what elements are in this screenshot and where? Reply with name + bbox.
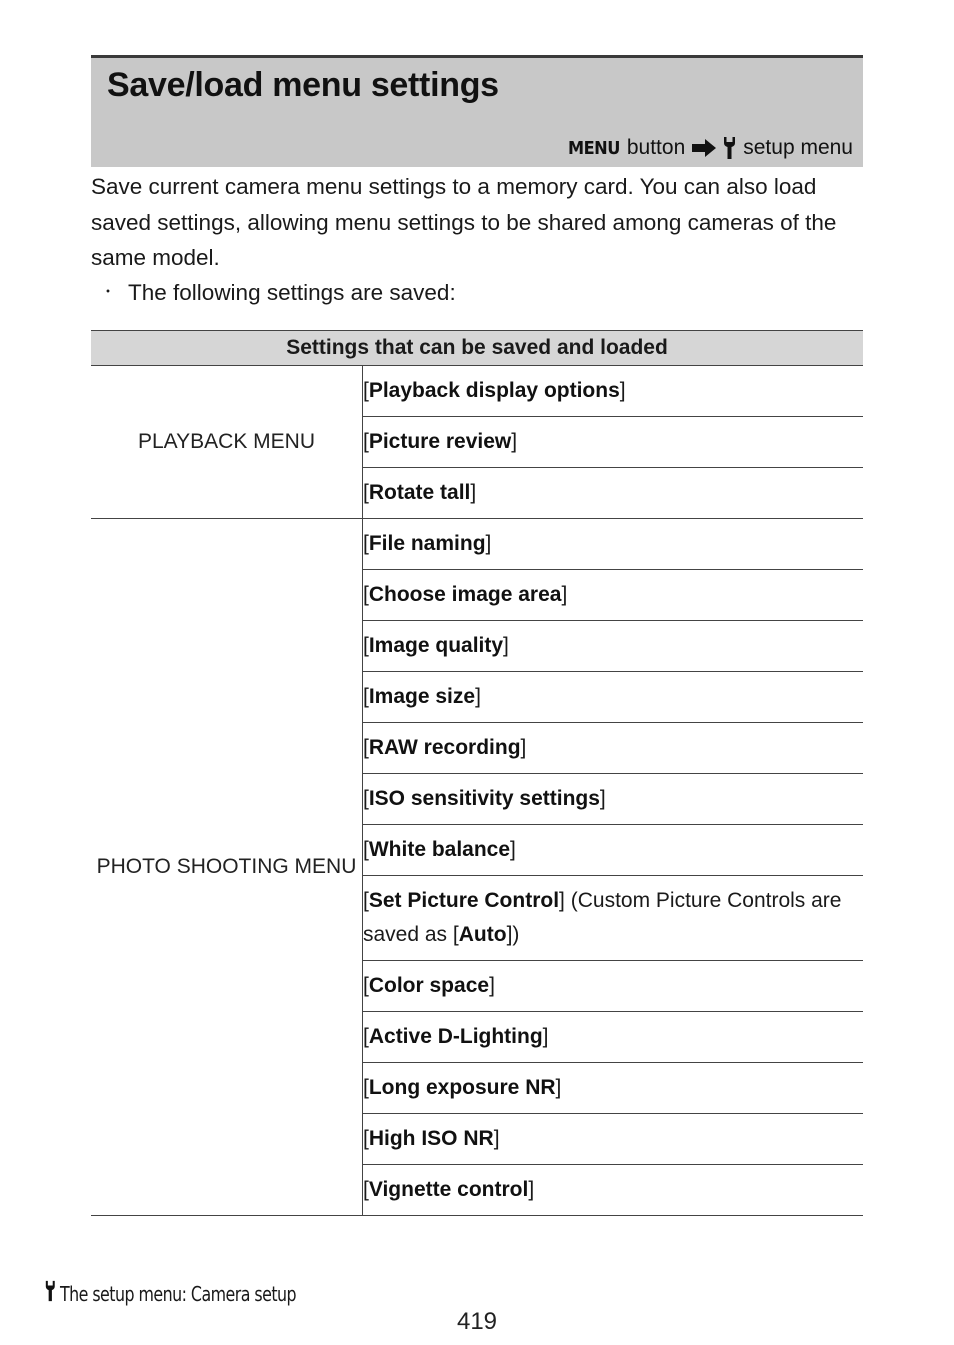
setting-name: Choose image area: [368, 583, 562, 606]
table-row: [91, 366, 863, 417]
setting-name: Playback display options: [368, 379, 620, 402]
setting-name: Rotate tall: [368, 481, 471, 504]
setting-item: [Picture review]: [363, 417, 864, 468]
wrench-icon: [723, 137, 736, 159]
right-arrow-icon: [692, 139, 716, 157]
table-row: [91, 519, 863, 570]
setting-note-value: Auto: [458, 923, 507, 946]
setting-name: File naming: [368, 532, 486, 555]
intro-paragraph: Save current camera menu settings to a memory card. You can also load saved settings, allowing menu settings to be shared among cameras of the same model.: [91, 174, 837, 270]
setting-item: [Color space]: [363, 961, 864, 1012]
setting-item: [Image size]: [363, 672, 864, 723]
setting-item: [Active D-Lighting]: [363, 1012, 864, 1063]
setting-item: [Vignette control]: [363, 1165, 864, 1216]
setting-name: Image quality: [368, 634, 504, 657]
button-word: button: [626, 136, 686, 159]
setting-item: [ISO sensitivity settings]: [363, 774, 864, 825]
setting-item: [Choose image area]: [363, 570, 864, 621]
setting-name: White balance: [368, 838, 511, 861]
page-number: 419: [456, 1308, 498, 1335]
setting-note: (Custom Picture Controls are saved as: [363, 889, 842, 946]
setting-item: [Playback display options]: [363, 366, 864, 417]
section-header: [91, 55, 863, 167]
setting-name: Image size: [368, 685, 476, 708]
wrench-icon: [45, 1280, 56, 1307]
setting-item: [RAW recording]: [363, 723, 864, 774]
setting-name: Active D-Lighting: [368, 1025, 543, 1048]
setting-name: RAW recording: [368, 736, 521, 759]
setting-name: ISO sensitivity settings: [368, 787, 600, 810]
setting-name: Vignette control: [368, 1178, 529, 1201]
menu-group-label: PLAYBACK MENU: [91, 366, 363, 519]
page-title: Save/load menu settings: [107, 66, 499, 104]
setting-item: [File naming]: [363, 519, 864, 570]
setting-name: High ISO NR: [368, 1127, 494, 1150]
setting-note-end: ): [512, 923, 520, 946]
setting-item: [Long exposure NR]: [363, 1063, 864, 1114]
footer-section-label: The setup menu: Camera setup: [59, 1281, 297, 1306]
setting-name: Set Picture Control: [368, 889, 560, 912]
table-header: Settings that can be saved and loaded: [91, 331, 863, 366]
settings-table: [91, 330, 863, 1216]
footer-section-link[interactable]: [45, 1280, 296, 1307]
menu-button-label: MENU: [567, 137, 620, 159]
menu-path: [568, 136, 853, 160]
setting-item: [White balance]: [363, 825, 864, 876]
bullet-text: The following settings are saved:: [128, 280, 456, 305]
bullet-dot: ・: [100, 284, 117, 301]
bullet-item: [100, 275, 456, 311]
setting-item: [Image quality]: [363, 621, 864, 672]
setting-name: Long exposure NR: [368, 1076, 556, 1099]
setting-name: Picture review: [368, 430, 512, 453]
setting-item: [Set Picture Control] (Custom Picture Controls are saved as [Auto]): [363, 876, 864, 961]
setting-item: [High ISO NR]: [363, 1114, 864, 1165]
setup-menu-label: setup menu: [743, 136, 853, 159]
menu-group-label: PHOTO SHOOTING MENU: [91, 519, 363, 1216]
setting-name: Color space: [368, 974, 490, 997]
setting-item: [Rotate tall]: [363, 468, 864, 519]
